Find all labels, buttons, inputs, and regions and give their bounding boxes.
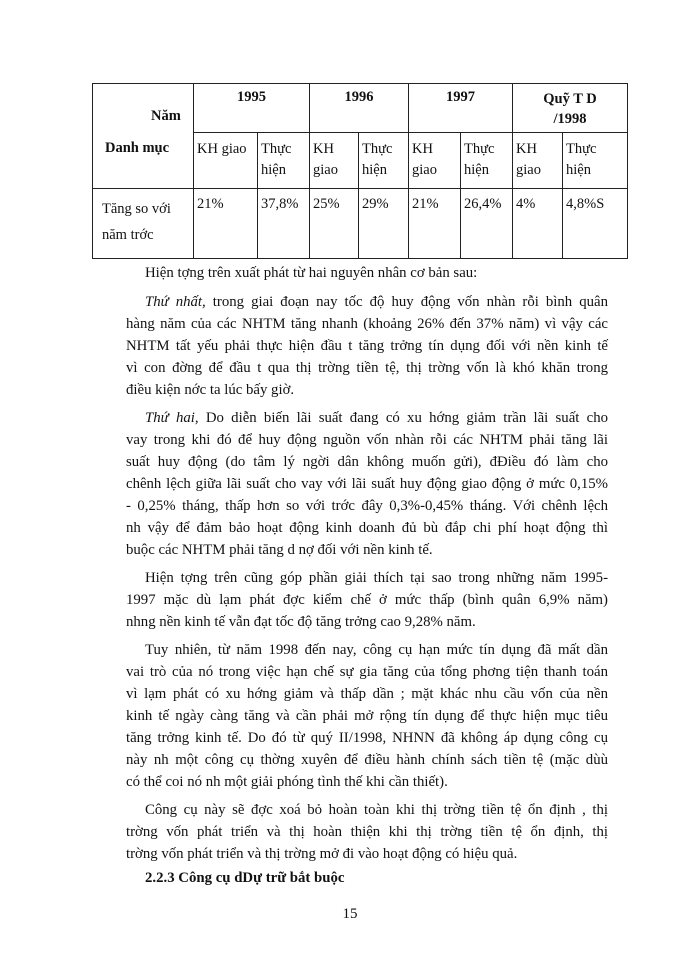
paragraph-2-line: nh vậy để đảm bảo hoạt động kinh doanh đủ bù đắp chi phí hoạt động thì (126, 520, 608, 536)
paragraph-1-line: NHTM tất yếu phải thực hiện đầu t tăng trởng tín dụng đối với nền kinh tế (126, 338, 608, 354)
paragraph-1-line: Thứ nhất, trong giai đoạn nay tốc độ huy động vốn nhàn rỗi bình quân (145, 294, 608, 310)
sub-plan-1996: KH giao (310, 133, 359, 189)
paragraph-4-line: vai trò của nó trong việc hạn chế sự gia tăng của tổng phơng tiện thanh toán (126, 664, 608, 680)
sub-plan-1995: KH giao (194, 133, 258, 189)
year-1997: 1997 (409, 84, 513, 133)
sub-actual-1997: Thực hiện (461, 133, 513, 189)
paragraph-4-line: kinh tế ngày càng tăng và cần phải mở rộng tín dụng để thực hiện mục tiêu (126, 708, 608, 724)
paragraph-2-line: - 0,25% tháng, thấp hơn so với trớc đây 0,3%-0,45% tháng. Với chênh lệch (126, 498, 608, 514)
section-heading: 2.2.3 Công cụ dDự trữ bắt buộc (145, 870, 345, 886)
paragraph-4-line: có thể coi nó nh một giải phóng tình thế khi cần thiết). (126, 774, 448, 790)
intro-line: Hiện tợng trên xuất phát từ hai nguyên nhân cơ bản sau: (145, 265, 478, 281)
paragraph-2-line: vay trong khi đó để huy động nguồn vốn nhàn rỗi các NHTM phải tăng lãi (126, 432, 608, 448)
quarter-line2: /1998 (553, 111, 587, 127)
table-corner-header (93, 84, 194, 189)
quarter-1998 (513, 84, 628, 133)
table-cell: 26,4% (461, 189, 513, 259)
paragraph-3-line: Hiện tợng trên cũng góp phần giải thích tại sao trong những năm 1995- (145, 570, 608, 586)
header-category-label: Danh mục (105, 140, 170, 156)
table-cell: 37,8% (258, 189, 310, 259)
paragraph-2-line: chênh lệch giữa lãi suất cho vay với lãi suất huy động giao động ở mức 0,15% (126, 476, 608, 492)
year-1996: 1996 (310, 84, 409, 133)
table-cell: 4,8%S (563, 189, 628, 259)
quarter-line1: Quỹ T D (543, 91, 597, 107)
paragraph-2-line: suất huy động (do tâm lý ngời dân không muốn gửi), đĐiều đó làm cho (126, 454, 608, 470)
table-cell: 4% (513, 189, 563, 259)
paragraph-5-line: Công cụ này sẽ đợc xoá bỏ hoàn toàn khi thị trờng tiền tệ ổn định , thị (145, 802, 608, 818)
table-cell: 29% (359, 189, 409, 259)
row-label: Tăng so với năm trớc (93, 189, 194, 259)
year-1995: 1995 (194, 84, 310, 133)
paragraph-3-line: nhng nền kinh tế vẫn đạt tốc độ tăng trởng cao 9,28% năm. (126, 614, 476, 630)
paragraph-2-line: Thứ hai, Do diễn biến lãi suất đang có xu hớng giảm trần lãi suất cho (145, 410, 608, 426)
paragraph-1-line: hàng năm của các NHTM tăng nhanh (khoảng 26% đến 37% năm) vì vậy các (126, 316, 608, 332)
paragraph-4-line: vì lạm phát có xu hớng giảm và thấp dần ; mặt khác nhu cầu vốn của nền (126, 686, 608, 702)
paragraph-1-line: vì con đờng để đầu t qua thị trờng tiền tệ, thị trờng vốn là khó khăn trong (126, 360, 608, 376)
table-cell: 25% (310, 189, 359, 259)
paragraph-5-line: trờng vốn phát triển và thị trờng mở đi vào hoạt động có hiệu quả. (126, 846, 518, 862)
paragraph-3-line: 1997 mặc dù lạm phát đợc kiểm chế ở mức thấp (bình quân 6,9% năm) (126, 592, 608, 608)
sub-plan-1997: KH giao (409, 133, 461, 189)
sub-actual-quarter: Thực hiện (563, 133, 628, 189)
plan-vs-actual-table (92, 83, 628, 259)
paragraph-4-line: này nh một công cụ thờng xuyên để điều hành chính sách tiền tệ (mặc dùù (126, 752, 608, 768)
table-cell: 21% (194, 189, 258, 259)
paragraph-5-line: trờng vốn phát triển và thị hoàn thiện khi thị trờng tiền tệ ổn định, thị (126, 824, 608, 840)
paragraph-1-line: điều kiện nớc ta lúc bấy giờ. (126, 382, 295, 398)
page-number: 15 (342, 906, 358, 922)
sub-actual-1995: Thực hiện (258, 133, 310, 189)
paragraph-4-line: Tuy nhiên, từ năm 1998 đến nay, công cụ hạn mức tín dụng đã mất dần (145, 642, 608, 658)
sub-plan-quarter: KH giao (513, 133, 563, 189)
paragraph-2-line: buộc các NHTM phải tăng d nợ đối với nền kinh tế. (126, 542, 433, 558)
paragraph-4-line: tăng trởng kinh tế. Do đó từ quý II/1998, NHNN đã không áp dụng công cụ (126, 730, 608, 746)
sub-actual-1996: Thực hiện (359, 133, 409, 189)
table-cell: 21% (409, 189, 461, 259)
header-year-label: Năm (151, 108, 181, 124)
